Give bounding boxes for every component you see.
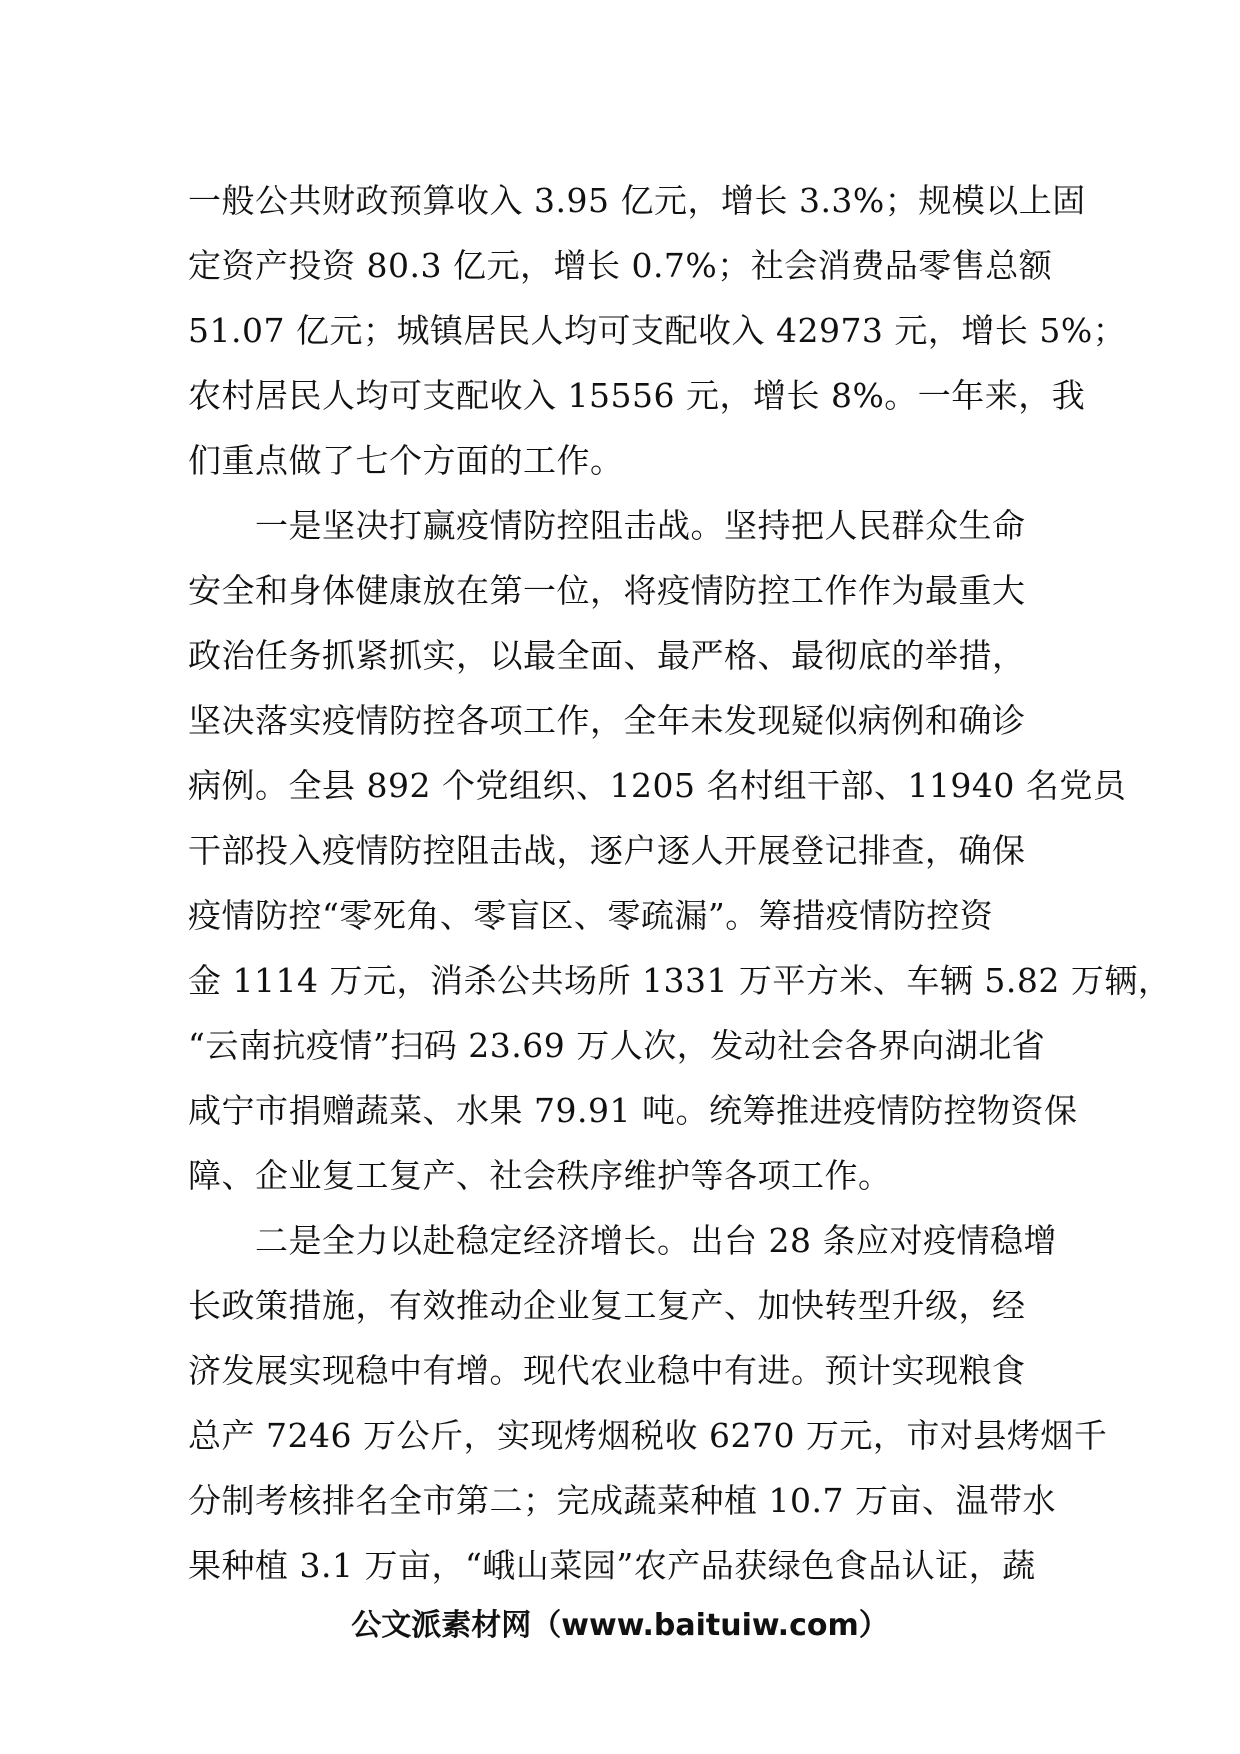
text-line: 济发展实现稳中有增。现代农业稳中有进。预计实现粮食 bbox=[188, 1351, 1026, 1390]
page-footer: 公文派素材网（www.baituiw.com） bbox=[351, 1608, 889, 1643]
text-line: 长政策措施，有效推动企业复工复产、加快转型升级，经 bbox=[188, 1286, 1026, 1325]
text-line: 51.07 亿元；城镇居民人均可支配收入 42973 元，增长 5%； bbox=[188, 311, 1127, 350]
text-line: 安全和身体健康放在第一位，将疫情防控工作作为最重大 bbox=[188, 571, 1026, 610]
text-line: 农村居民人均可支配收入 15556 元，增长 8%。一年来，我 bbox=[188, 376, 1086, 415]
text-line: 障、企业复工复产、社会秩序维护等各项工作。 bbox=[188, 1156, 892, 1195]
document-body bbox=[188, 168, 1172, 1598]
text-line: 总产 7246 万公斤，实现烤烟税收 6270 万元，市对县烤烟千 bbox=[188, 1416, 1108, 1455]
text-line: 一般公共财政预算收入 3.95 亿元，增长 3.3%；规模以上固 bbox=[188, 181, 1086, 220]
text-line: “云南抗疫情”扫码 23.69 万人次，发动社会各界向湖北省 bbox=[188, 1026, 1046, 1065]
text-line: 分制考核排名全市第二；完成蔬菜种植 10.7 万亩、温带水 bbox=[188, 1481, 1056, 1520]
text-line: 政治任务抓紧抓实，以最全面、最严格、最彻底的举措， bbox=[188, 636, 1026, 675]
text-line: 病例。全县 892 个党组织、1205 名村组干部、11940 名党员 bbox=[188, 766, 1127, 805]
text-line: 二是全力以赴稳定经济增长。出台 28 条应对疫情稳增 bbox=[188, 1221, 1057, 1260]
text-line: 一是坚决打赢疫情防控阻击战。坚持把人民群众生命 bbox=[188, 506, 1026, 545]
text-line: 坚决落实疫情防控各项工作，全年未发现疑似病例和确诊 bbox=[188, 701, 1026, 740]
text-line: 干部投入疫情防控阻击战，逐户逐人开展登记排查，确保 bbox=[188, 831, 1026, 870]
text-line: 金 1114 万元，消杀公共场所 1331 万平方米、车辆 5.82 万辆， bbox=[188, 961, 1172, 1000]
text-line: 果种植 3.1 万亩，“峨山菜园”农产品获绿色食品认证，蔬 bbox=[188, 1546, 1036, 1585]
text-line: 疫情防控“零死角、零盲区、零疏漏”。筹措疫情防控资 bbox=[188, 896, 994, 935]
text-line: 定资产投资 80.3 亿元，增长 0.7%；社会消费品零售总额 bbox=[188, 246, 1053, 285]
text-line: 们重点做了七个方面的工作。 bbox=[188, 441, 624, 480]
text-line: 咸宁市捐赠蔬菜、水果 79.91 吨。统筹推进疫情防控物资保 bbox=[188, 1091, 1078, 1130]
